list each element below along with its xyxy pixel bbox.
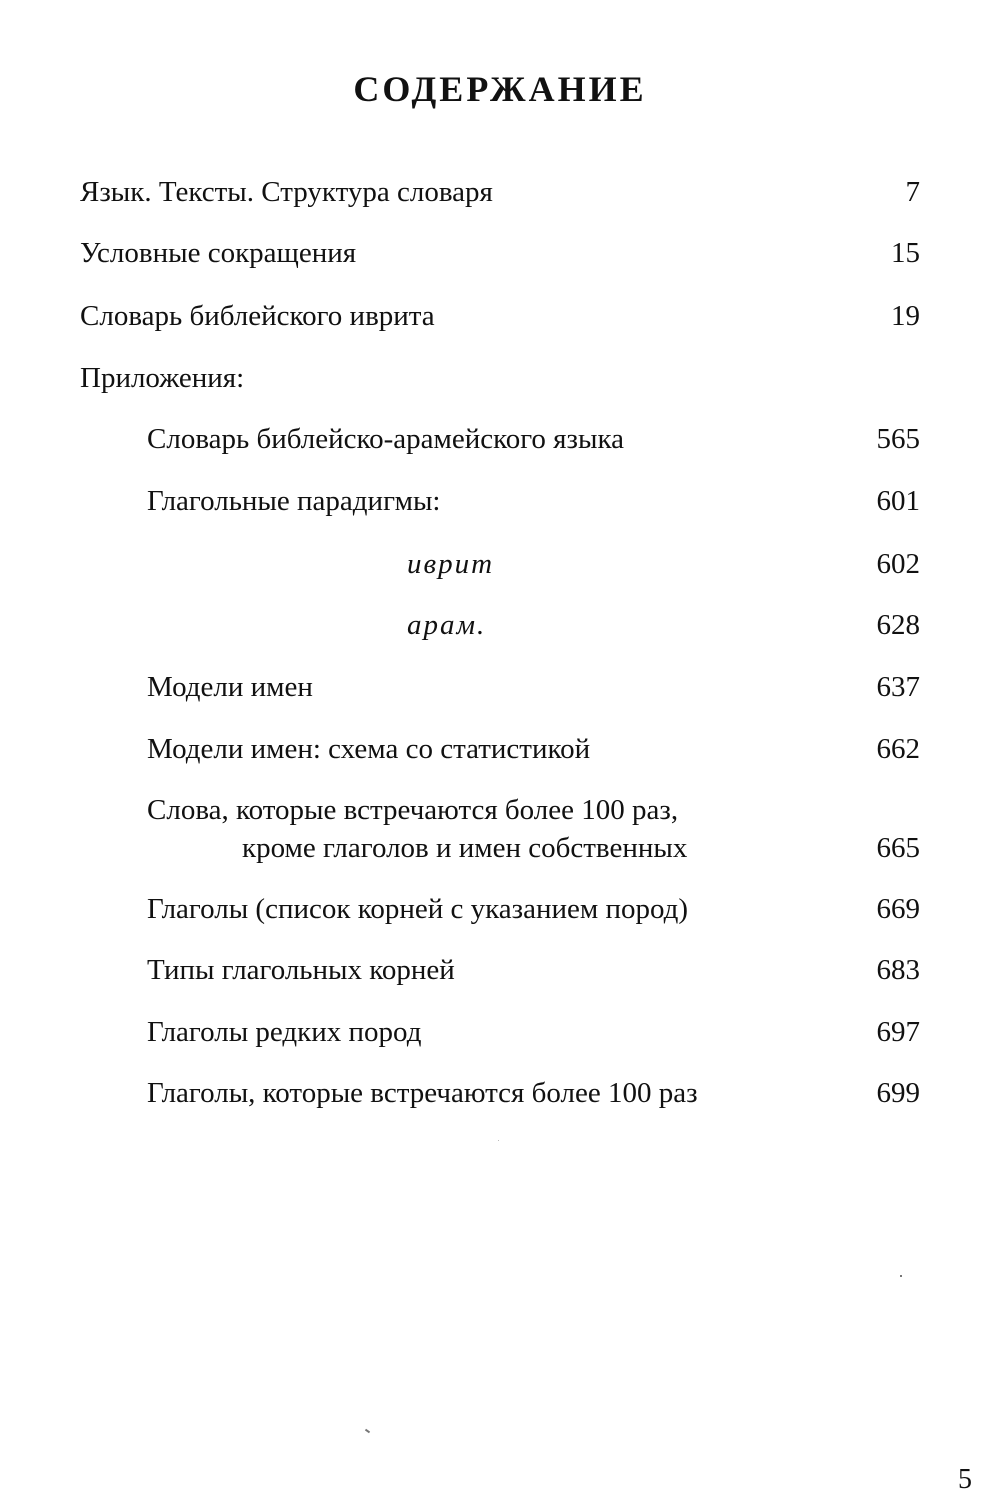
page-number: 5 bbox=[958, 1464, 972, 1495]
toc-entry-title: Глагольные парадигмы: bbox=[147, 485, 441, 517]
toc-entry-title: иврит bbox=[407, 548, 495, 580]
toc-entry-page: 683 bbox=[876, 954, 920, 986]
scan-speck bbox=[365, 1429, 370, 1434]
toc-entry-page: 665 bbox=[876, 832, 920, 864]
toc-entry-page: 7 bbox=[905, 176, 920, 208]
toc-entry-page: 699 bbox=[876, 1077, 920, 1109]
toc-entry-title: Язык. Тексты. Структура словаря bbox=[80, 176, 493, 208]
toc-entry-page: 565 bbox=[876, 423, 920, 455]
toc-entry-page: 669 bbox=[876, 893, 920, 925]
toc-entry-title: Модели имен bbox=[147, 671, 313, 703]
toc-entry-page: 637 bbox=[876, 671, 920, 703]
toc-entry-title: Словарь библейско-арамейского языка bbox=[147, 423, 624, 455]
toc-entry-title: Приложения: bbox=[80, 362, 245, 394]
toc-entry-page: 628 bbox=[876, 609, 920, 641]
toc-entry-title: Глаголы редких пород bbox=[147, 1016, 422, 1048]
toc-entry-page: 662 bbox=[876, 733, 920, 765]
toc-entry-title-continuation: кроме глаголов и имен собственных bbox=[242, 832, 688, 864]
toc-entry-title: арам. bbox=[407, 609, 487, 641]
scan-speck bbox=[498, 1140, 499, 1141]
toc-entry-title: Условные сокращения bbox=[80, 237, 357, 269]
toc-entry-page: 19 bbox=[891, 300, 920, 332]
page-title: СОДЕРЖАНИЕ bbox=[353, 69, 647, 109]
toc-entry-title: Типы глагольных корней bbox=[147, 954, 455, 986]
toc-entry-title: Модели имен: схема со статистикой bbox=[147, 733, 591, 765]
toc-entry-title: Глаголы (список корней с указанием пород) bbox=[147, 893, 689, 925]
toc-entry-title: Словарь библейского иврита bbox=[80, 300, 435, 332]
scan-speck bbox=[900, 1275, 902, 1277]
toc-entry-title: Глаголы, которые встречаются более 100 раз bbox=[147, 1077, 698, 1109]
toc-entry-title: Слова, которые встречаются более 100 раз, bbox=[147, 794, 679, 826]
toc-entry-page: 602 bbox=[876, 548, 920, 580]
toc-entry-page: 15 bbox=[891, 237, 920, 269]
toc-entry-page: 697 bbox=[876, 1016, 920, 1048]
toc-entry-page: 601 bbox=[876, 485, 920, 517]
